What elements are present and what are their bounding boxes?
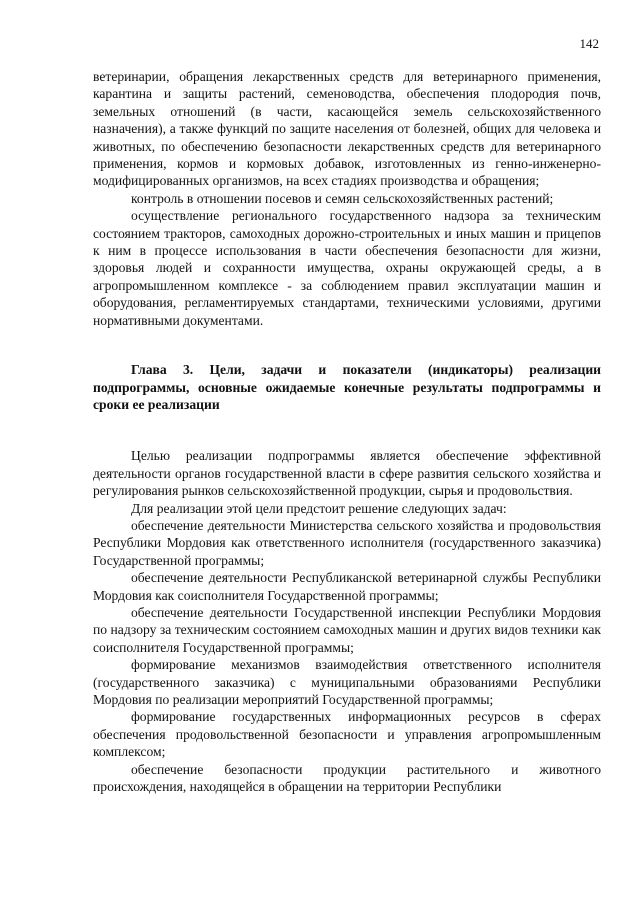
paragraph: контроль в отношении посевов и семян сельскохозяйственных растений; xyxy=(131,190,554,206)
paragraph: формирование государственных информационных ресурсов в сферах обеспечения продовольственной безопасности и управления агропромышленным комплексом; xyxy=(93,709,601,760)
chapter-heading: Глава 3. Цели, задачи и показатели (индикаторы) реализации подпрограммы, основные ожидаемые конечные результаты подпрограммы и сроки ее реализации xyxy=(93,362,601,412)
paragraph: ветеринарии, обращения лекарственных средств для ветеринарного применения, карантина и защиты растений, семеноводства, обеспечения плодородия почв, земельных отношений (в части, касающейся земель сельскохозяйственного назначения), а также функций по защите населения от болезней, общих для человека и животных, по обеспечению безопасности лекарственных средств для ветеринарного применения, кормов и кормовых добавок, изготовленных из генно-инженерно-модифицированных организмов, на всех стадиях производства и обращения; xyxy=(93,69,601,189)
paragraph: обеспечение деятельности Государственной инспекции Республики Мордовия по надзору за техническим состоянием самоходных машин и других видов техники как соисполнителя Государственной программы; xyxy=(93,604,601,655)
paragraph: обеспечение безопасности продукции растительного и животного происхождения, находящейся в обращении на территории Республики xyxy=(93,761,601,795)
paragraph: Целью реализации подпрограммы является обеспечение эффективной деятельности органов государственной власти в сфере развития сельского хозяйства и регулирования рынков сельскохозяйственной продукции, сырья и продовольствия. xyxy=(93,448,601,499)
paragraph: обеспечение деятельности Республиканской ветеринарной службы Республики Мордовия как соисполнителя Государственной программы; xyxy=(93,570,601,603)
page-number: 142 xyxy=(579,36,599,51)
paragraph: формирование механизмов взаимодействия ответственного исполнителя (государственного заказчика) с муниципальными образованиями Республики Мордовия по реализации мероприятий Государственной программы; xyxy=(93,657,601,707)
document-body xyxy=(93,68,601,795)
paragraph: Для реализации этой цели предстоит решение следующих задач: xyxy=(131,500,507,516)
paragraph: осуществление регионального государственного надзора за техническим состоянием тракторов, самоходных дорожно-строительных и иных машин и прицепов к ним в процессе использования в части обеспечения безопасности для жизни, здоровья людей и сохранности имущества, охраны окружающей среды, а в агропромышленном комплексе - за соблюдением правил эксплуатации машин и оборудования, регламентируемых стандартами, техническими условиями, другими нормативными документами. xyxy=(93,208,601,328)
paragraph: обеспечение деятельности Министерства сельского хозяйства и продовольствия Республики Мордовия как ответственного исполнителя (государственного заказчика) Государственной программы; xyxy=(93,517,601,568)
